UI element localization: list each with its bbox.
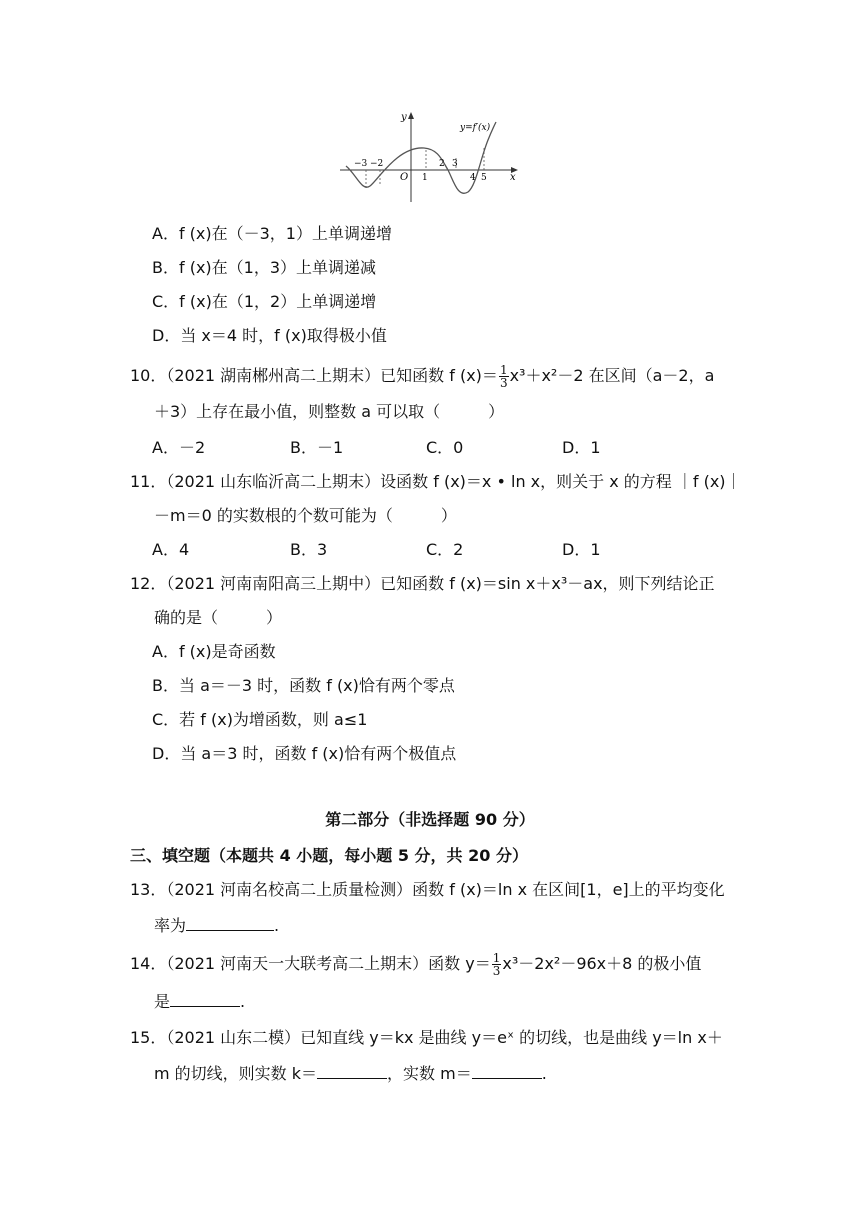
q12-stem-line1: 12．（2021 河南南阳高三上期中）已知函数 f (x)＝sin x＋x³－ax，则下列结论正: [130, 574, 715, 593]
graph-tick-label: 3: [452, 159, 458, 169]
q10-option-c: C．0: [426, 438, 464, 457]
q10-stem-line1: [130, 364, 714, 389]
q14-stem-prefix: 14．（2021 河南天一大联考高二上期末）函数 y＝: [130, 954, 491, 973]
q15-stem-text-a: m 的切线，则实数 k＝: [154, 1064, 318, 1083]
q10-stem-line2: ＋3）上存在最小值，则整数 a 可以取（ ）: [154, 402, 505, 421]
q12-option-d: D．当 a＝3 时，函数 f (x)恰有两个极值点: [152, 744, 457, 763]
q15-stem-line2: [154, 1062, 547, 1084]
q11-option-b: B．3: [290, 540, 328, 559]
q12-option-b: B．当 a＝－3 时，函数 f (x)恰有两个零点: [152, 676, 455, 695]
q11-option-c: C．2: [426, 540, 464, 559]
part2-title: 第二部分（非选择题 90 分）: [325, 810, 535, 829]
q13-answer-blank[interactable]: [186, 914, 274, 931]
q13-period: .: [274, 916, 280, 935]
q14-stem-suffix: x³－2x²－96x＋8 的极小值: [502, 954, 702, 973]
q15-k-answer-blank[interactable]: [317, 1062, 387, 1079]
graph-tick-label: 4: [470, 173, 476, 183]
q9-option-d: D．当 x＝4 时，f (x)取得极小值: [152, 326, 387, 345]
q12-stem-line2: 确的是（ ）: [154, 608, 283, 627]
q10-option-d: D．1: [562, 438, 601, 457]
q14-stem-line2: [154, 990, 245, 1012]
graph-y-label: y: [401, 112, 407, 123]
q11-stem-line1: 11．（2021 山东临沂高二上期末）设函数 f (x)＝x • ln x，则关于 x 的方程 ｜f (x)｜: [130, 472, 742, 491]
q14-fraction: [492, 952, 502, 977]
q10-stem-suffix: x³＋x²－2 在区间（a－2，a: [509, 366, 715, 385]
q12-option-c: C．若 f (x)为增函数，则 a≤1: [152, 710, 368, 729]
graph-curve-label: y=f′(x): [460, 123, 491, 133]
graph-tick-label: 5: [481, 173, 487, 183]
q9-option-c: C．f (x)在（1，2）上单调递增: [152, 292, 377, 311]
fraction-denominator: 3: [499, 376, 508, 390]
q10-stem-prefix: 10．（2021 湖南郴州高二上期末）已知函数 f (x)＝: [130, 366, 498, 385]
graph-tick-label: −2: [370, 159, 384, 169]
q13-stem-line1: 13．（2021 河南名校高二上质量检测）函数 f (x)＝ln x 在区间[1，e]上的平均变化: [130, 880, 725, 899]
q13-stem-line2: [154, 914, 279, 936]
fraction-numerator: 1: [499, 363, 508, 377]
q13-stem-text: 率为: [154, 916, 187, 935]
q11-option-a: A．4: [152, 540, 190, 559]
graph-origin-label: O: [400, 172, 409, 183]
q14-stem-line1: [130, 952, 701, 977]
fraction-numerator: 1: [492, 951, 501, 965]
q14-stem-text: 是: [154, 992, 171, 1011]
graph-tick-label: −3: [354, 159, 368, 169]
graph-x-label: x: [510, 172, 516, 183]
graph-tick-label: 1: [422, 173, 428, 183]
q15-period: .: [541, 1064, 547, 1083]
q12-option-a: A．f (x)是奇函数: [152, 642, 276, 661]
q15-m-answer-blank[interactable]: [472, 1062, 542, 1079]
q11-option-d: D．1: [562, 540, 601, 559]
q11-stem-line2: －m＝0 的实数根的个数可能为（ ）: [154, 506, 457, 525]
q9-option-b: B．f (x)在（1，3）上单调递减: [152, 258, 377, 277]
section3-title: 三、填空题（本题共 4 小题，每小题 5 分，共 20 分）: [130, 846, 528, 865]
fraction-denominator: 3: [492, 964, 501, 978]
q14-period: .: [240, 992, 246, 1011]
derivative-graph: [338, 108, 524, 206]
q15-stem-text-b: ，实数 m＝: [387, 1064, 472, 1083]
q15-stem-line1: 15．（2021 山东二模）已知直线 y＝kx 是曲线 y＝eˣ 的切线，也是曲线 y＝ln x＋: [130, 1028, 723, 1047]
graph-tick-label: 2: [439, 159, 445, 169]
q10-option-a: A．－2: [152, 438, 206, 457]
q9-option-a: A．f (x)在（－3，1）上单调递增: [152, 224, 392, 243]
q14-answer-blank[interactable]: [170, 990, 240, 1007]
q10-fraction: [499, 364, 509, 389]
q10-option-b: B．－1: [290, 438, 344, 457]
